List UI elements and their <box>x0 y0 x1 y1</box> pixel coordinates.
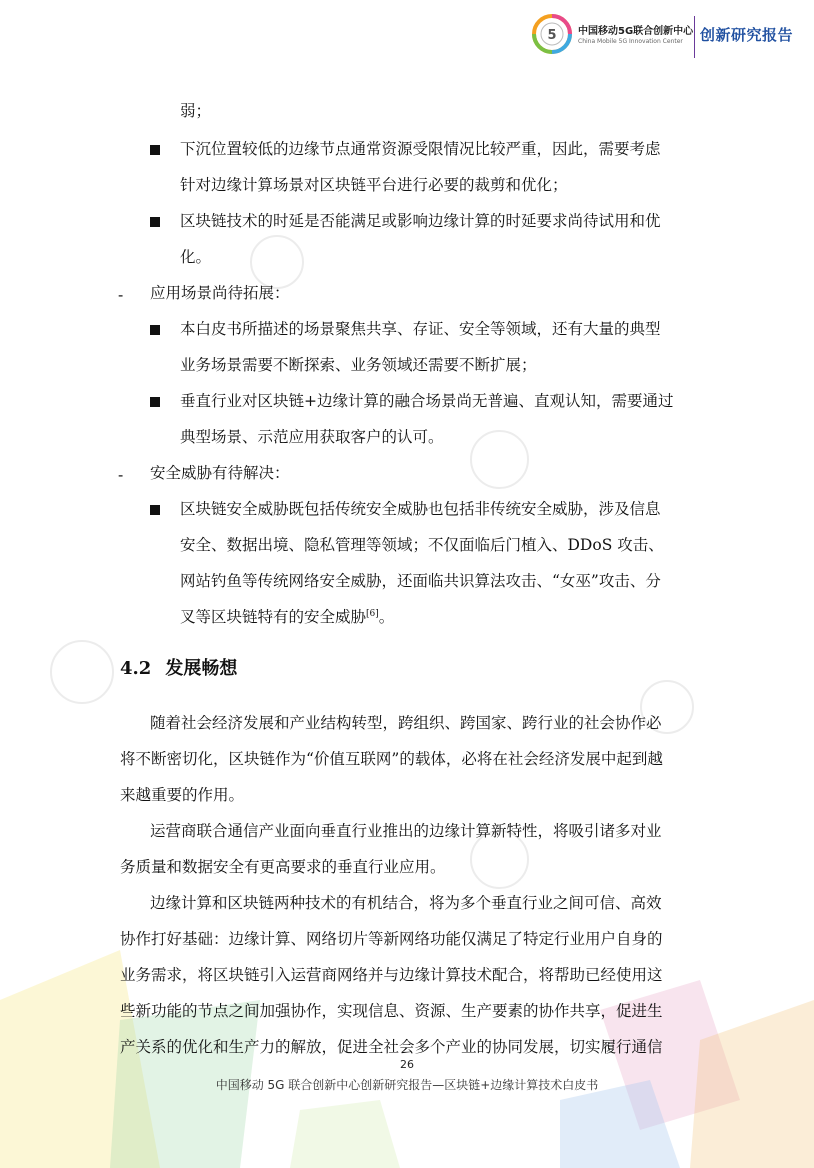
paragraph-line: 边缘计算和区块链两种技术的有机结合，将为多个垂直行业之间可信、高效 <box>150 894 662 912</box>
text-line: 下沉位置较低的边缘节点通常资源受限情况比较严重，因此，需要考虑 <box>180 140 661 158</box>
header-divider <box>694 16 695 58</box>
list-heading: 安全威胁有待解决： <box>150 464 290 482</box>
org-name-cn: 中国移动5G联合创新中心 <box>578 26 694 37</box>
text-line: 典型场景、示范应用获取客户的认可。 <box>180 428 444 446</box>
text-line: 化。 <box>180 248 212 266</box>
section-number: 4.2 <box>120 658 152 679</box>
paragraph-line: 将不断密切化，区块链作为“价值互联网”的载体，必将在社会经济发展中起到越 <box>120 750 663 768</box>
watermark-logo-icon <box>50 640 114 704</box>
square-bullet-icon <box>150 217 160 227</box>
text-line: 针对边缘计算场景对区块链平台进行必要的裁剪和优化； <box>180 176 568 194</box>
text-line: 业务场景需要不断探索、业务领域还需要不断扩展； <box>180 356 537 374</box>
footer-title: 中国移动 5G 联合创新中心创新研究报告—区块链+边缘计算技术白皮书 <box>215 1078 599 1092</box>
paragraph-line: 运营商联合通信产业面向垂直行业推出的边缘计算新特性，将吸引诸多对业 <box>150 822 662 840</box>
text-line: 安全、数据出境、隐私管理等领域；不仅面临后门植入、DDoS 攻击、 <box>180 536 664 554</box>
page-header <box>0 0 814 70</box>
paragraph-line: 业务需求，将区块链引入运营商网络并与边缘计算技术配合，将帮助已经使用这 <box>120 966 663 984</box>
square-bullet-icon <box>150 325 160 335</box>
text-line: 区块链技术的时延是否能满足或影响边缘计算的时延要求尚待试用和优 <box>180 212 661 230</box>
org-name-en: China Mobile 5G Innovation Center <box>578 38 683 45</box>
list-heading: 应用场景尚待拓展： <box>150 284 290 302</box>
citation-ref[interactable]: [6] <box>366 608 379 619</box>
text-span: 叉等区块链特有的安全威胁 <box>180 608 367 626</box>
section-heading <box>120 654 237 680</box>
square-bullet-icon <box>150 145 160 155</box>
text-line: 本白皮书所描述的场景聚焦共享、存证、安全等领域，还有大量的典型 <box>180 320 661 338</box>
square-bullet-icon <box>150 505 160 515</box>
paragraph-line: 些新功能的节点之间加强协作，实现信息、资源、生产要素的协作共享，促进生 <box>120 1002 663 1020</box>
text-line: 垂直行业对区块链+边缘计算的融合场景尚无普遍、直观认知，需要通过 <box>180 392 674 410</box>
page-number: 26 <box>400 1058 414 1071</box>
watermark-logo-icon <box>250 235 304 289</box>
watermark-logo-icon <box>470 430 529 489</box>
5g-logo-icon <box>532 14 572 54</box>
paragraph-line: 务质量和数据安全有更高要求的垂直行业应用。 <box>120 858 446 876</box>
text-line: 区块链安全威胁既包括传统安全威胁也包括非传统安全威胁，涉及信息 <box>180 500 661 518</box>
dash-bullet: - <box>118 286 124 304</box>
svg-text:5: 5 <box>547 28 557 43</box>
paragraph-line: 协作打好基础：边缘计算、网络切片等新网络功能仅满足了特定行业用户自身的 <box>120 930 663 948</box>
report-label: 创新研究报告 <box>700 26 794 44</box>
paragraph-line: 随着社会经济发展和产业结构转型，跨组织、跨国家、跨行业的社会协作必 <box>150 714 662 732</box>
paragraph-line: 产关系的优化和生产力的解放，促进全社会多个产业的协同发展，切实履行通信 <box>120 1038 663 1056</box>
text-line-with-citation <box>180 610 394 626</box>
section-title: 发展畅想 <box>165 658 238 679</box>
text-line: 网站钓鱼等传统网络安全威胁，还面临共识算法攻击、“女巫”攻击、分 <box>180 572 661 590</box>
paragraph-line: 来越重要的作用。 <box>120 786 245 804</box>
square-bullet-icon <box>150 397 160 407</box>
text-span: 。 <box>378 608 395 626</box>
text-line: 弱； <box>180 102 212 120</box>
dash-bullet: - <box>118 466 124 484</box>
